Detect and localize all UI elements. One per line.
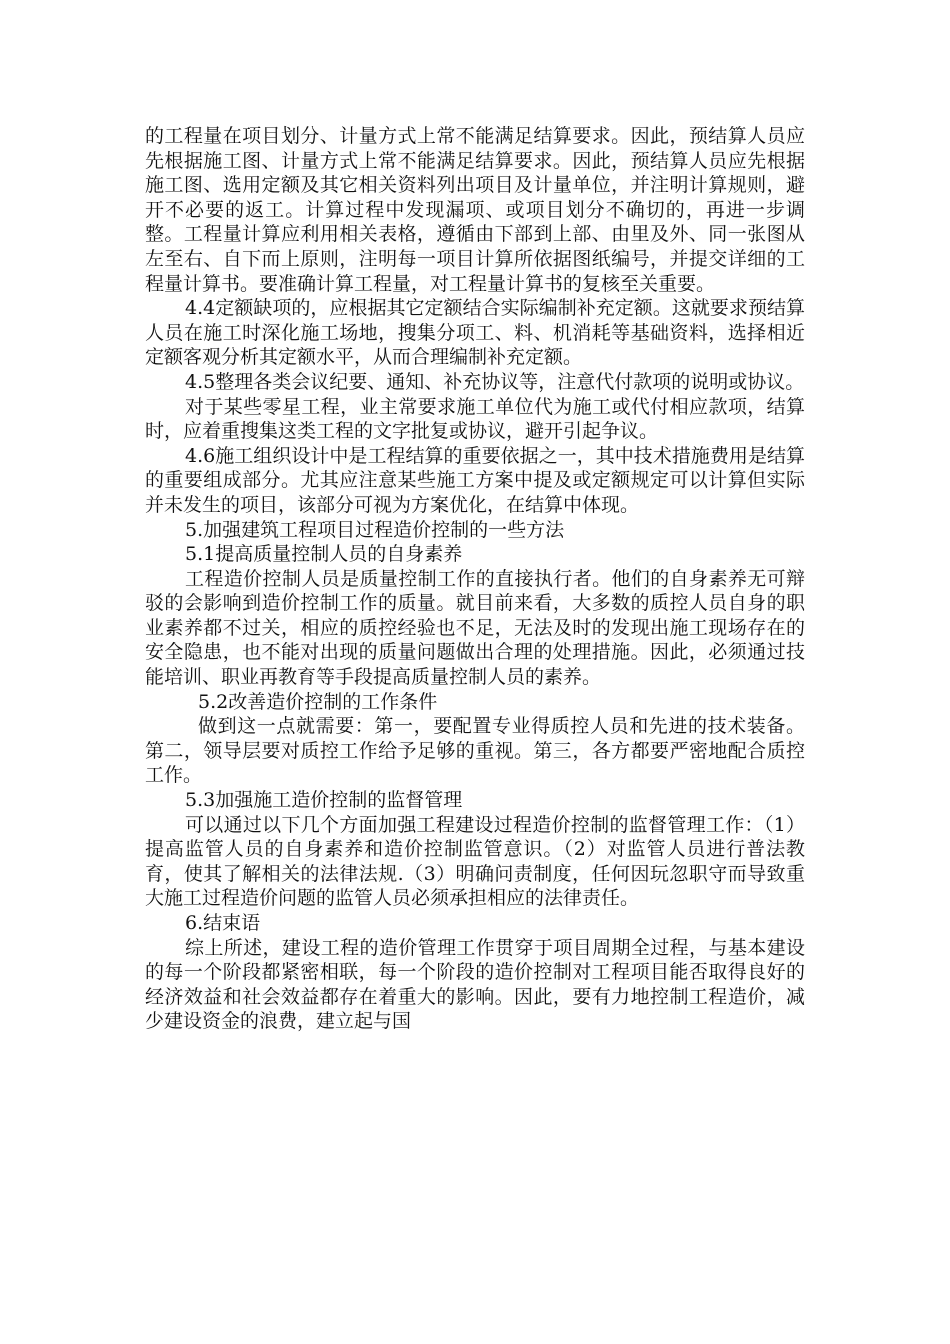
document-page [145, 124, 805, 1034]
paragraph-5-2-body: 做到这一点就需要：第一，要配置专业得质控人员和先进的技术装备。第二，领导层要对质控工作给予足够的重视。第三，各方都要严密地配合质控工作。 [145, 715, 805, 787]
paragraph-4-6: 4.6施工组织设计中是工程结算的重要依据之一，其中技术措施费用是结算的重要组成部分。尤其应注意某些施工方案中提及或定额规定可以计算但实际并未发生的项目，该部分可视为方案优化，在结算中体现。 [145, 444, 805, 516]
paragraph-5-1-body: 工程造价控制人员是质量控制工作的直接执行者。他们的自身素养无可辩驳的会影响到造价控制工作的质量。就目前来看，大多数的质控人员自身的职业素养都不过关，相应的质控经验也不足，无法及时的发现出施工现场存在的安全隐患，也不能对出现的质量问题做出合理的处理措施。因此，必须通过技能培训、职业再教育等手段提高质量控制人员的素养。 [145, 567, 805, 689]
paragraph-4-4: 4.4定额缺项的，应根据其它定额结合实际编制补充定额。这就要求预结算人员在施工时深化施工场地，搜集分项工、料、机消耗等基础资料，选择相近定额客观分析其定额水平，从而合理编制补充定额。 [145, 297, 805, 369]
heading-section-6: 6.结束语 [185, 912, 261, 934]
heading-5-2: 5.2改善造价控制的工作条件 [198, 690, 438, 713]
heading-section-5: 5.加强建筑工程项目过程造价控制的一些方法 [185, 518, 565, 541]
heading-5-1: 5.1提高质量控制人员的自身素养 [185, 543, 463, 566]
paragraph-conclusion: 综上所述，建设工程的造价管理工作贯穿于项目周期全过程，与基本建设的每一个阶段都紧密相联，每一个阶段的造价控制对工程项目能否取得良好的经济效益和社会效益都存在着重大的影响。因此，要有力地控制工程造价，减少建设资金的浪费，建立起与国 [145, 936, 805, 1033]
paragraph-4-5: 4.5整理各类会议纪要、通知、补充协议等，注意代付款项的说明或协议。 [185, 370, 805, 393]
heading-5-3: 5.3加强施工造价控制的监督管理 [185, 789, 463, 812]
paragraph-zero-projects: 对于某些零星工程，业主常要求施工单位代为施工或代付相应款项，结算时，应着重搜集这类工程的文字批复或协议，避开引起争议。 [145, 395, 805, 443]
paragraph-quantity-calculation: 的工程量在项目划分、计量方式上常不能满足结算要求。因此，预结算人员应先根据施工图、计量方式上常不能满足结算要求。因此，预结算人员应先根据施工图、选用定额及其它相关资料列出项目及计量单位，并注明计算规则，避开不必要的返工。计算过程中发现漏项、或项目划分不确切的，再进一步调整。工程量计算应利用相关表格，遵循由下部到上部、由里及外、同一张图从左至右、自下而上原则，注明每一项目计算所依据图纸编号，并提交详细的工程量计算书。要准确计算工程量，对工程量计算书的复核至关重要。 [145, 125, 805, 295]
paragraph-5-3-body: 可以通过以下几个方面加强工程建设过程造价控制的监督管理工作：（1）提高监管人员的自身素养和造价控制监管意识。（2）对监管人员进行普法教育，使其了解相关的法律法规.（3）明确问责制度，任何因玩忽职守而导致重大施工过程造价问题的监管人员必须承担相应的法律责任。 [145, 813, 805, 910]
